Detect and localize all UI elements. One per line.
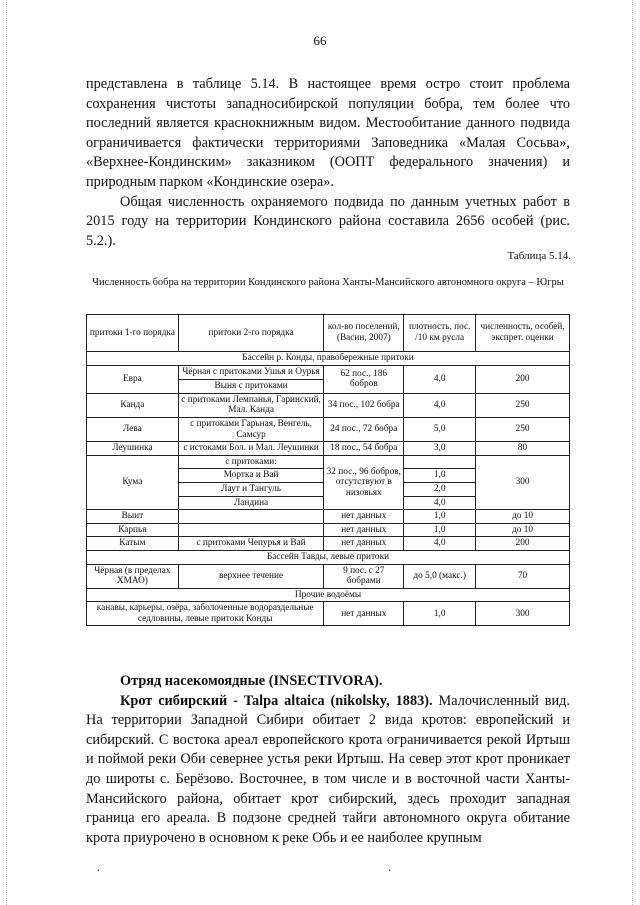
- table-row: [87, 365, 570, 393]
- intro-paragraph-2: Общая численность охраняемого подвида по данным учетных работ в 2015 году на территории Кондинского района составила 2656 особей (рис. 5.2.).: [86, 193, 570, 249]
- cell-evra-t2: [178, 365, 324, 393]
- intro-paragraph-1: представлена в таблице 5.14. В настоящее время остро стоит проблема сохранения чистоты западносибирской популяции бобра, тем более что последний является краснокнижным видом. Местообитание данного подвида ограничивается фактически территориями Заповедника «Малая Сосьва», «Верхнее-Кондинским» заказником (ООПТ федерального значения) и природным парком «Кондинские озера».: [86, 76, 570, 190]
- cell-vyit-density: 1,0: [404, 510, 476, 524]
- cell-leva-t2: с притоками Гарьная, Венгель, Самсур: [178, 417, 324, 441]
- cell-chernaya-density: до 5,0 (макс.): [404, 564, 476, 588]
- section-row-tavda: [87, 550, 570, 564]
- cell-katym-population: 200: [476, 537, 570, 551]
- table-row: [87, 510, 570, 524]
- cell-evra-t2a: Чёрная с притоками Ушья и Оурья: [182, 366, 320, 377]
- table-header-row: [87, 315, 570, 352]
- section-tavda: Бассейн Тавды, левые притоки: [87, 550, 570, 564]
- section-row-other: [87, 588, 570, 602]
- cell-evra-density: 4,0: [404, 365, 476, 393]
- cell-karpya-t2: [178, 523, 324, 537]
- cell-chernaya-t1: Чёрная (в пределах ХМАО): [87, 564, 179, 588]
- table-caption: Численность бобра на территории Кондинского района Ханты-Мансийского автономного округа – Югры: [92, 277, 564, 288]
- table-row: [87, 564, 570, 588]
- cell-kuma-t2-3: Ландина: [178, 496, 324, 510]
- cell-kanda-t1: Канда: [87, 393, 179, 417]
- table-row: [87, 602, 570, 626]
- cell-kanda-settlements: 34 пос., 102 бобра: [324, 393, 404, 417]
- table-row: [87, 417, 570, 441]
- cell-kuma-t2-1: Мортка и Вай: [178, 469, 324, 483]
- cell-kuma-t2-2: Лаут и Тангуль: [178, 482, 324, 496]
- cell-evra-settlements: 62 пос., 186 бобров: [324, 365, 404, 393]
- cell-kuma-density-head: [404, 455, 476, 469]
- header-population: численность, особей, экспрет. оценки: [476, 315, 570, 352]
- cell-katym-t2: с притоками Чепурья и Вай: [178, 537, 324, 551]
- page-number: 66: [313, 33, 327, 48]
- header-tributary1: притоки 1-го порядка: [87, 315, 179, 352]
- cell-kuma-population: 300: [476, 455, 570, 509]
- header-tributary2: притоки 2-го порядка: [178, 315, 324, 352]
- cell-leva-settlements: 24 пос., 72 бобра: [324, 417, 404, 441]
- cell-leushinka-density: 3,0: [404, 442, 476, 456]
- cell-leva-population: 250: [476, 417, 570, 441]
- cell-leva-density: 5,0: [404, 417, 476, 441]
- cell-kanda-density: 4,0: [404, 393, 476, 417]
- cell-evra-t1: Евра: [87, 365, 179, 393]
- cell-leva-t1: Лева: [87, 417, 179, 441]
- cell-vyit-t2: [178, 510, 324, 524]
- species-paragraph: [86, 692, 570, 849]
- right-scan-edge: [632, 0, 633, 905]
- cell-katym-settlements: нет данных: [324, 537, 404, 551]
- cell-leushinka-t2: с истоками Бол. и Мал. Леушинки: [178, 442, 324, 456]
- cell-karpya-population: до 10: [476, 523, 570, 537]
- cell-canals-density: 1,0: [404, 602, 476, 626]
- beaver-table: [86, 314, 570, 626]
- cell-canals-t1: канавы, карьеры, озёра, заболоченные водораздельные седловины, левые притоки Конды: [87, 602, 324, 626]
- table-row: [87, 393, 570, 417]
- cell-vyit-population: до 10: [476, 510, 570, 524]
- cell-kuma-settlements: 32 пос., 96 бобров, отсутствуют в низовьях: [324, 455, 404, 509]
- cell-kanda-t2: с притоками Лемпанья, Гаринский, Мал. Канда: [178, 393, 324, 417]
- section-row-konda: [87, 352, 570, 366]
- cell-leushinka-population: 80: [476, 442, 570, 456]
- cell-leushinka-settlements: 18 пос., 54 бобра: [324, 442, 404, 456]
- table-row: [87, 442, 570, 456]
- cell-vyit-settlements: нет данных: [324, 510, 404, 524]
- cell-evra-t2b: Выня с притоками: [179, 379, 324, 392]
- cell-chernaya-t2: верхнее течение: [178, 564, 324, 588]
- species-section: [86, 672, 570, 848]
- footer-mark-left: .: [97, 860, 100, 874]
- cell-chernaya-settlements: 9 пос. с 27 бобрами: [324, 564, 404, 588]
- cell-kuma-t2-head: с притоками:: [178, 455, 324, 469]
- cell-kuma-density-3: 4,0: [404, 496, 476, 510]
- cell-kuma-density-1: 1,0: [404, 469, 476, 483]
- table-row: [87, 455, 570, 469]
- cell-leushinka-t1: Леушинка: [87, 442, 179, 456]
- cell-karpya-density: 1,0: [404, 523, 476, 537]
- footer-mark-right: .: [388, 860, 391, 874]
- header-settlements: кол-во поселений, (Васин, 2007): [324, 315, 404, 352]
- cell-katym-density: 4,0: [404, 537, 476, 551]
- cell-canals-population: 300: [476, 602, 570, 626]
- cell-evra-population: 200: [476, 365, 570, 393]
- species-text: Малочисленный вид. На территории Западной Сибири обитает 2 вида кротов: европейский и сибирский. С востока ареал европейского крота ограничивается рекой Иртыш и поймой реки Оби севернее устья реки Иртыш. На север этот крот проникает до широты с. Берёзово. Восточнее, в том числе и в восточной части Ханты-Мансийского района, обитает крот сибирский, здесь проходит западная граница его ареала. В подзоне средней тайги автономного округа обитание крота приурочено в основном к реке Обь и ее наиболее крупным: [86, 692, 570, 846]
- cell-karpya-t1: Карпья: [87, 523, 179, 537]
- cell-canals-settlements: нет данных: [324, 602, 404, 626]
- cell-karpya-settlements: нет данных: [324, 523, 404, 537]
- cell-katym-t1: Катым: [87, 537, 179, 551]
- section-konda: Бассейн р. Конды, правобережные притоки: [87, 352, 570, 366]
- table-label: Таблица 5.14.: [507, 250, 571, 262]
- cell-kanda-population: 250: [476, 393, 570, 417]
- cell-kuma-t1: Кума: [87, 455, 179, 509]
- table-row: [87, 523, 570, 537]
- order-heading: Отряд насекомоядные (INSECTIVORA).: [120, 673, 383, 689]
- header-density: плотность, пос. /10 км русла: [404, 315, 476, 352]
- intro-text: [86, 75, 570, 251]
- section-other: Прочие водоёмы: [87, 588, 570, 602]
- left-scan-edge: [6, 0, 7, 905]
- cell-vyit-t1: Выит: [87, 510, 179, 524]
- table-row: [87, 537, 570, 551]
- cell-chernaya-population: 70: [476, 564, 570, 588]
- cell-kuma-density-2: 2,0: [404, 482, 476, 496]
- species-heading: Крот сибирский - Talpa altaica (nikolsky, 1883).: [120, 692, 433, 709]
